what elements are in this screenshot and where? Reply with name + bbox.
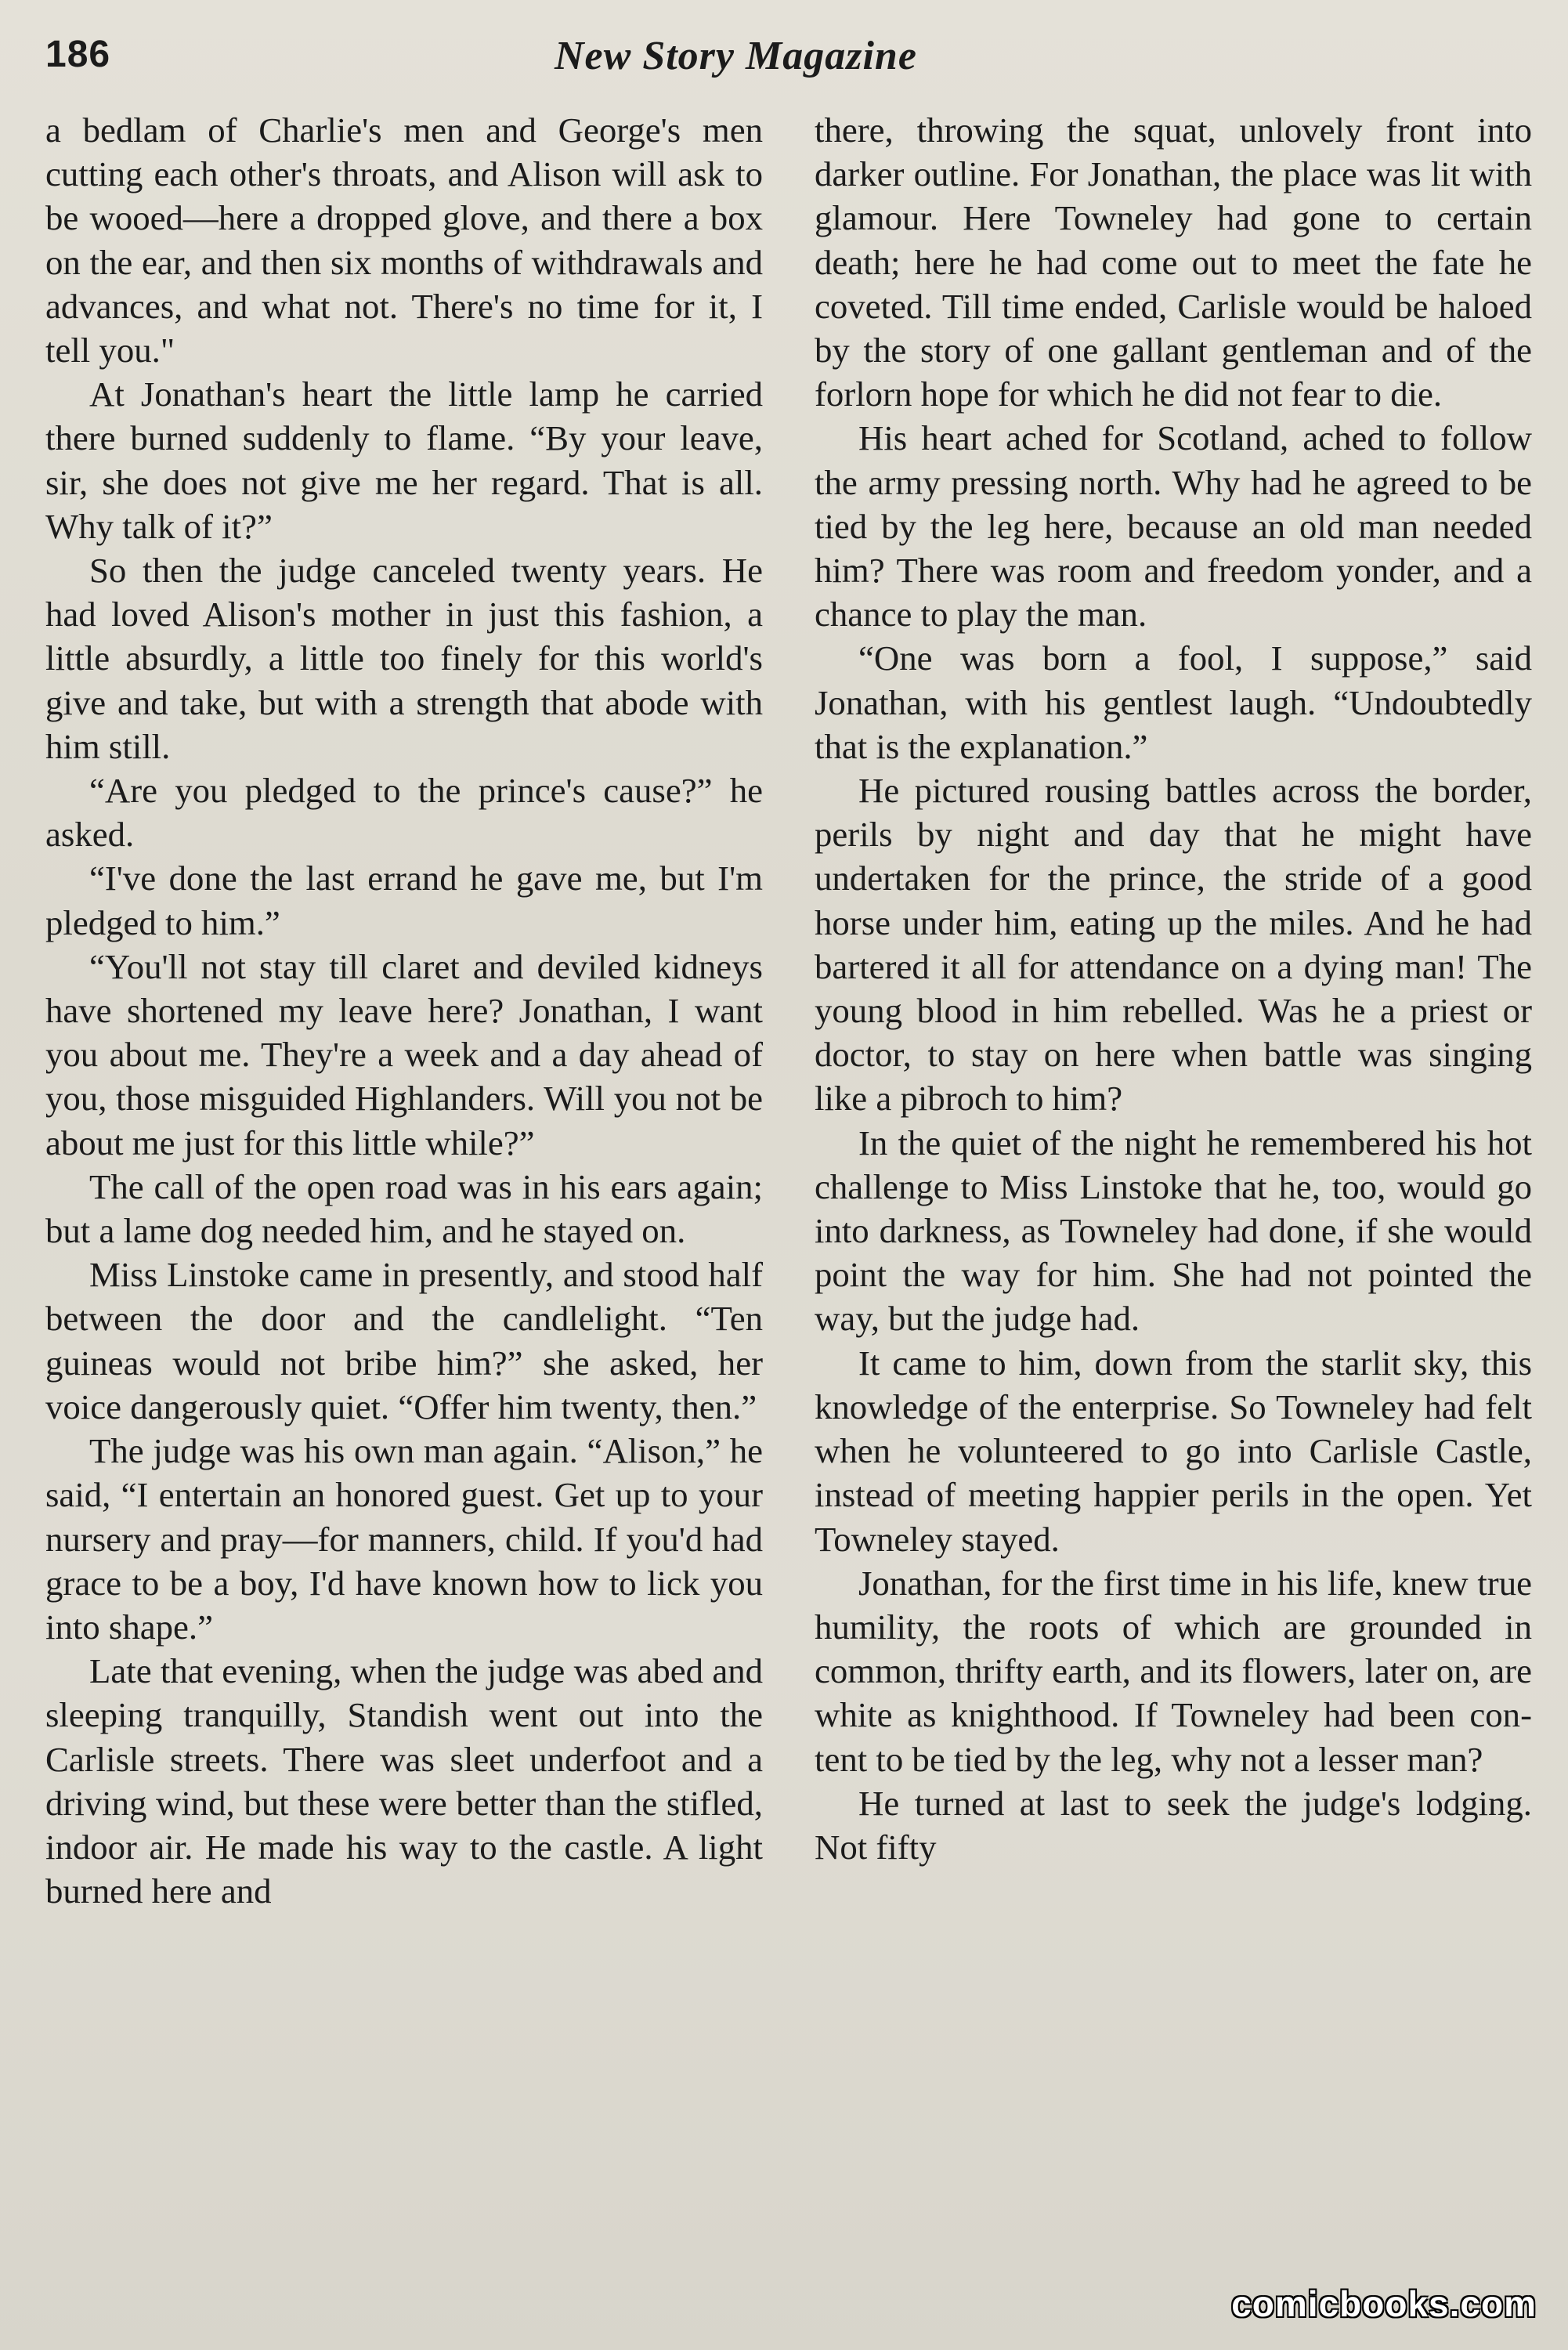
- paragraph: The judge was his own man again. “Alison,” he said, “I entertain an honored guest. Get up to your nursery and pray—for manners, child. If you'd had grace to be a boy, I'd have known how to lick you into shape.”: [45, 1431, 763, 1647]
- paragraph: Jonathan, for the first time in his life, knew true humility, the roots of which are grounded in common, thrifty earth, and its flowers, later on, are white as knighthood. If Towneley had been content to be tied by the leg, why not a lesser man?: [815, 1563, 1532, 1779]
- paragraph: He pictured rousing battles across the border, perils by night and day that he might have undertaken for the prince, the stride of a good horse under him, eating up the miles. And he had bartered it all for attendance on a dying man! The young blood in him rebelled. Was he a priest or doctor, to stay on here when battle was singing like a pibroch to him?: [815, 771, 1532, 1119]
- paragraph: So then the judge canceled twenty years. He had loved Alison's mother in just this fashion, a little absurdly, a little too finely for this world's give and take, but with a strength that abode with him still.: [45, 551, 763, 766]
- left-column: [45, 108, 763, 1913]
- paragraph: Miss Linstoke came in presently, and stood half between the door and the candlelight. “Ten guineas would not bribe him?” she asked, her voice dangerously quiet. “Offer him twenty, then.”: [45, 1255, 763, 1426]
- page-header: [45, 33, 1526, 88]
- paragraph: The call of the open road was in his ears again; but a lame dog needed him, and he stayed on.: [45, 1166, 763, 1251]
- paragraph: It came to him, down from the starlit sky, this knowledge of the enterprise. So Towneley had felt when he volunteered to go into Carlisle Castle, instead of meeting happier perils in the open. Yet Towneley stayed.: [815, 1343, 1532, 1559]
- paragraph: “One was born a fool, I suppose,” said Jonathan, with his gentlest laugh. “Undoubtedly that is the explanation.”: [815, 638, 1532, 766]
- watermark-logo: comicbooks.com: [1231, 2283, 1537, 2324]
- paragraph: In the quiet of the night he remembered his hot challenge to Miss Linstoke that he, too, would go into darkness, as Towneley had done, if she would point the way for him. She had not pointed the way, but the judge had.: [815, 1123, 1532, 1339]
- right-column: [815, 108, 1532, 1869]
- magazine-title: New Story Magazine: [555, 34, 917, 78]
- page-number: 186: [45, 34, 111, 75]
- paragraph: “Are you pledged to the prince's cause?” he asked.: [45, 771, 763, 855]
- paragraph: a bedlam of Charlie's men and George's men cutting each other's throats, and Alison will ask to be wooed—here a dropped glove, and there a box on the ear, and then six months of withdrawals and advances, and what not. There's no time for it, I tell you.": [45, 110, 763, 371]
- paragraph: His heart ached for Scotland, ached to follow the army pressing north. Why had he agreed to be tied by the leg here, because an old man needed him? There was room and freedom yonder, and a chance to play the man.: [815, 418, 1532, 634]
- paragraph: “You'll not stay till claret and deviled kidneys have shortened my leave here? Jonathan, I want you about me. They're a week and a day ahead of you, those misguided Highlanders. Will you not be about me just for this little while?”: [45, 946, 763, 1162]
- paragraph: “I've done the last errand he gave me, but I'm pledged to him.”: [45, 859, 763, 942]
- paragraph: there, throwing the squat, unlovely front into darker outline. For Jonathan, the place was lit with glamour. Here Towneley had gone to certain death; here he had come out to meet the fate he coveted. Till time ended, Carlisle would be haloed by the story of one gallant gentleman and of the forlorn hope for which he did not fear to die.: [815, 110, 1532, 414]
- paragraph: At Jonathan's heart the little lamp he carried there burned suddenly to flame. “By your leave, sir, she does not give me her regard. That is all. Why talk of it?”: [45, 374, 763, 546]
- paragraph: He turned at last to seek the judge's lodging. Not fifty: [815, 1783, 1532, 1867]
- paragraph: Late that evening, when the judge was abed and sleeping tranquilly, Standish went out into the Carlisle streets. There was sleet underfoot and a driving wind, but these were better than the stifled, indoor air. He made his way to the castle. A light burned here and: [45, 1651, 763, 1911]
